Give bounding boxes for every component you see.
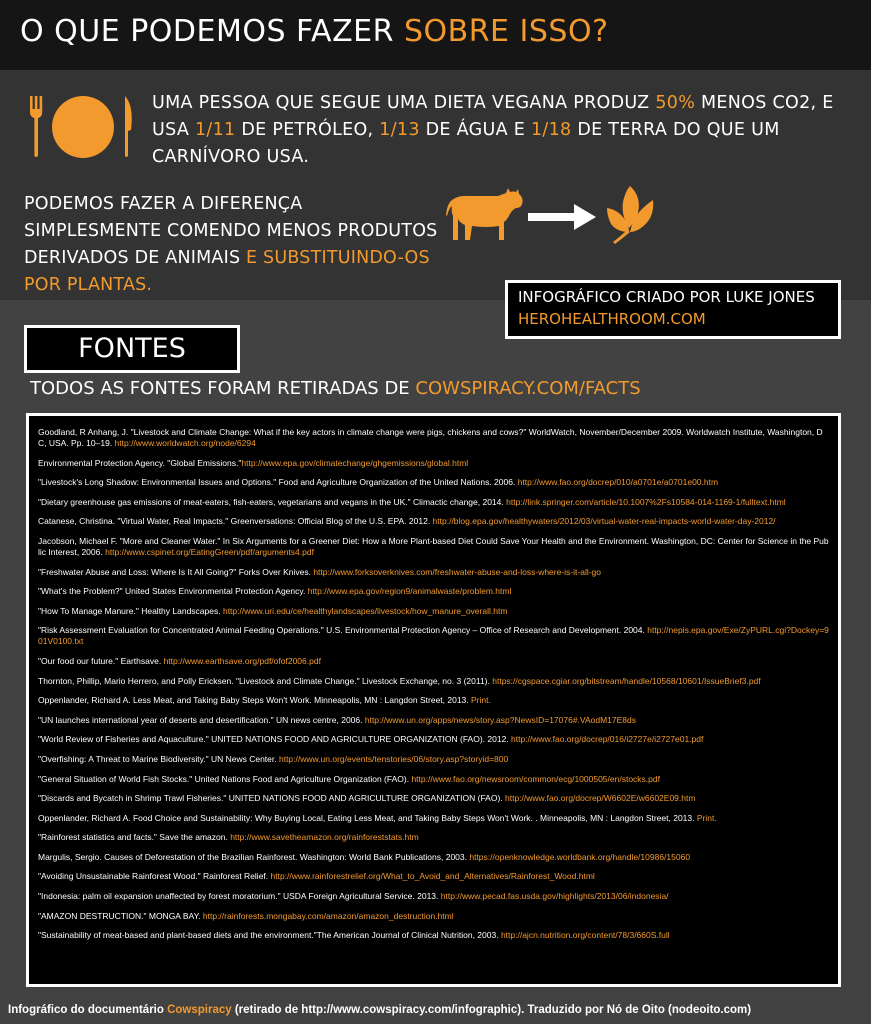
make-difference-text: PODEMOS FAZER A DIFERENÇA SIMPLESMENTE COMENDO MENOS PRODUTOS DERIVADOS DE ANIMAIS E SUBSTITUINDO-OS POR PLANTAS. xyxy=(24,194,438,295)
reference-item xyxy=(38,871,830,882)
reference-link[interactable]: https://openknowledge.worldbank.org/handle/10986/15060 xyxy=(469,851,691,862)
reference-link[interactable]: http://www.cspinet.org/EatingGreen/pdf/arguments4.pdf xyxy=(105,546,314,557)
reference-text: "Avoiding Unsustainable Rainforest Wood." Rainforest Relief. xyxy=(38,871,271,882)
reference-item xyxy=(38,754,830,765)
reference-link[interactable]: http://rainforests.mongabay.com/amazon/amazon_destruction.html xyxy=(202,910,454,921)
reference-item xyxy=(38,606,830,617)
reference-item xyxy=(38,911,830,922)
stat-water-value: 1/13 xyxy=(379,120,420,140)
reference-text: "Risk Assessment Evaluation for Concentrated Animal Feeding Operations." U.S. Environmental Protection Agency – Office of Research and Development. 2004. xyxy=(38,625,648,636)
reference-item xyxy=(38,930,830,941)
reference-link[interactable]: http://www.worldwatch.org/node/6294 xyxy=(114,438,256,448)
vegan-stat-text: UMA PESSOA QUE SEGUE UMA DIETA VEGANA PRODUZ 50% MENOS CO2, E USA 1/11 DE PETRÓLEO, 1/13 DE ÁGUA E 1/18 DE TERRA DO QUE UM CARNÍVORO USA. xyxy=(152,93,834,167)
reference-text: "What's the Problem?" United States Environmental Protection Agency. xyxy=(38,586,308,597)
reference-link[interactable]: http://www.fao.org/newsroom/common/ecg/1000505/en/stocks.pdf xyxy=(411,773,660,784)
reference-item xyxy=(38,832,830,843)
reference-item xyxy=(38,586,830,597)
reference-link[interactable]: http://www.un.org/events/tenstories/06/story.asp?storyid=800 xyxy=(278,753,509,764)
reference-link[interactable]: http://blog.epa.gov/healthywaters/2012/03/virtual-water-real-impacts-world-water-day-2012/ xyxy=(432,516,776,527)
reference-text: "AMAZON DESTRUCTION." MONGA BAY. xyxy=(38,910,203,921)
reference-item xyxy=(38,567,830,578)
reference-text: "UN launches international year of deserts and desertification." UN news centre, 2006. xyxy=(38,714,365,725)
reference-link[interactable]: https://cgspace.cgiar.org/bitstream/handle/10568/10601/IssueBrief3.pdf xyxy=(492,675,761,686)
sources-heading: TODOS AS FONTES FORAM RETIRADAS DE COWSPIRACY.COM/FACTS xyxy=(30,378,641,399)
reference-text: "Dietary greenhouse gas emissions of meat-eaters, fish-eaters, vegetarians and vegans in the UK." Climactic change, 2014. xyxy=(38,496,507,507)
reference-link[interactable]: http://www.pecad.fas.usda.gov/highlights/2013/06/indonesia/ xyxy=(440,891,669,902)
replace-with-plants-text: E SUBSTITUINDO-OS POR PLANTAS. xyxy=(24,248,430,295)
reference-link[interactable]: Print. xyxy=(696,812,717,823)
reference-item xyxy=(38,516,830,527)
reference-link[interactable]: Print. xyxy=(471,695,491,706)
cow-icon xyxy=(446,186,524,249)
sources-title: FONTES xyxy=(78,333,186,364)
reference-item xyxy=(38,715,830,726)
reference-text: Environmental Protection Agency. "Global Emissions." xyxy=(38,457,242,468)
references-list xyxy=(26,413,841,987)
stat-oil-value: 1/11 xyxy=(194,120,236,140)
reference-link[interactable]: http://www.earthsave.org/pdf/ofof2006.pdf xyxy=(163,655,321,666)
author-credit-box xyxy=(505,280,841,339)
reference-item xyxy=(38,793,830,804)
reference-link[interactable]: http://www.fao.org/docrep/016/i2727e/i2727e01.pdf xyxy=(511,734,704,745)
reference-item xyxy=(38,458,830,469)
reference-item xyxy=(38,536,830,558)
title-highlight: SOBRE ISSO? xyxy=(403,14,609,49)
reference-item xyxy=(38,676,830,687)
reference-item xyxy=(38,695,830,706)
reference-text: Margulis, Sergio. Causes of Deforestation of the Brazilian Rainforest. Washington: World Bank Publications, 2003. xyxy=(38,851,470,862)
footer-credit: Infográfico do documentário Cowspiracy (retirado de http://www.cowspiracy.com/infographic). Traduzido por Nó de Oito (nodeoito.com) xyxy=(8,1004,752,1016)
reference-text: "Livestock's Long Shadow: Environmental Issues and Options." Food and Agriculture Organization of the United Nations. 2006. xyxy=(38,477,518,488)
footer-brand: Cowspiracy xyxy=(167,1004,232,1016)
arrow-right-icon xyxy=(528,204,596,235)
reference-item xyxy=(38,625,830,647)
reference-text: "Rainforest statistics and facts." Save the amazon. xyxy=(38,832,231,843)
stat-land-value: 1/18 xyxy=(530,120,572,140)
sources-url: COWSPIRACY.COM/FACTS xyxy=(415,378,641,399)
reference-text: Oppenlander, Richard A. Food Choice and Sustainability: Why Buying Local, Eating Less Meat, and Taking Baby Steps Won't Work. . Minneapolis, MN : Langdon Street, 2013. xyxy=(38,812,697,823)
reference-item xyxy=(38,774,830,785)
author-website: HEROHEALTHROOM.COM xyxy=(518,310,706,328)
reference-item xyxy=(38,852,830,863)
reference-text: Jacobson, Michael F. "More and Cleaner Water." In Six Arguments for a Greener Diet: How a More Plant-based Diet Could Save Your Health and the Environment. Washington, DC: Center for Science in the Public Interest, 2006. xyxy=(38,535,829,557)
reference-item xyxy=(38,891,830,902)
reference-item xyxy=(38,427,830,449)
reference-link[interactable]: http://www.fao.org/docrep/W6602E/w6602E09.htm xyxy=(505,793,696,804)
reference-text: "World Review of Fisheries and Aquaculture." UNITED NATIONS FOOD AND AGRICULTURE ORGANIZATION (FAO). 2012. xyxy=(38,734,512,745)
reference-text: "Freshwater Abuse and Loss: Where Is It All Going?" Forks Over Knives. xyxy=(38,566,314,577)
reference-text: "Indonesia: palm oil expansion unaffected by forest moratorium." USDA Foreign Agricultural Service. 2013. xyxy=(38,891,441,902)
reference-text: "General Situation of World Fish Stocks." United Nations Food and Agriculture Organization (FAO). xyxy=(38,773,412,784)
reference-link[interactable]: http://www.forksoverknives.com/freshwater-abuse-and-loss-where-is-it-all-go xyxy=(313,566,602,577)
reference-text: "Overfishing: A Threat to Marine Biodiversity." UN News Center. xyxy=(38,753,279,764)
header-bar xyxy=(0,0,871,70)
reference-link[interactable]: http://www.rainforestrelief.org/What_to_Avoid_and_Alternatives/Rainforest_Wood.html xyxy=(270,871,595,882)
reference-item xyxy=(38,497,830,508)
reference-link[interactable]: http://www.epa.gov/climatechange/ghgemissions/global.html xyxy=(241,457,469,468)
reference-item xyxy=(38,656,830,667)
author-credit: INFOGRÁFICO CRIADO POR LUKE JONES xyxy=(518,288,815,306)
reference-link[interactable]: http://nepis.epa.gov/Exe/ZyPURL.cgi?Dockey=901V0100.txt xyxy=(38,625,829,647)
reference-text: "Sustainability of meat-based and plant-based diets and the environment."The American Journal of Clinical Nutrition, 2003. xyxy=(38,930,501,941)
reference-item xyxy=(38,477,830,488)
reference-text: Goodland, R Anhang, J. "Livestock and Climate Change: What if the key actors in climate change were pigs, chickens and cows?" WorldWatch, November/December 2009. Worldwatch Institute, Washington, DC, USA. Pp. 10–19. xyxy=(38,427,823,448)
reference-link[interactable]: http://www.epa.gov/region9/animalwaste/problem.html xyxy=(307,586,512,597)
reference-item xyxy=(38,813,830,824)
reference-link[interactable]: http://www.uri.edu/ce/healthylandscapes/livestock/how_manure_overall.htm xyxy=(222,605,508,616)
reference-text: "Discards and Bycatch in Shrimp Trawl Fisheries." UNITED NATIONS FOOD AND AGRICULTURE ORGANIZATION (FAO). xyxy=(38,793,506,804)
reference-link[interactable]: http://www.un.org/apps/news/story.asp?NewsID=17076#.VAodM17E8ds xyxy=(364,714,636,725)
sources-title-box xyxy=(24,325,240,373)
reference-link[interactable]: http://link.springer.com/article/10.1007%2Fs10584-014-1169-1/fulltext.html xyxy=(506,496,786,507)
reference-text: Thornton, Phillip, Mario Herrero, and Polly Ericksen. "Livestock and Climate Change." Livestock Exchange, no. 3 (2011). xyxy=(38,675,493,686)
leaf-icon xyxy=(605,186,655,249)
reference-link[interactable]: http://ajcn.nutrition.org/content/78/3/660S.full xyxy=(500,930,670,941)
page-title xyxy=(20,14,609,49)
stat-co2-value: 50% xyxy=(655,93,696,113)
title-main: O QUE PODEMOS FAZER xyxy=(20,14,404,49)
reference-item xyxy=(38,734,830,745)
reference-text: "How To Manage Manure." Healthy Landscapes. xyxy=(38,605,223,616)
reference-link[interactable]: http://www.savetheamazon.org/rainforeststats.htm xyxy=(230,832,419,843)
reference-text: "Our food our future." Earthsave. xyxy=(38,655,164,666)
reference-text: Oppenlander, Richard A. Less Meat, and Taking Baby Steps Won't Work. Minneapolis, MN : Langdon Street, 2013. xyxy=(38,695,472,706)
fork-plate-knife-icon xyxy=(28,96,138,163)
reference-link[interactable]: http://www.fao.org/docrep/010/a0701e/a0701e00.htm xyxy=(517,477,719,488)
reference-text: Catanese, Christina. "Virtual Water, Real Impacts." Greenversations: Official Blog of the U.S. EPA. 2012. xyxy=(38,516,433,527)
